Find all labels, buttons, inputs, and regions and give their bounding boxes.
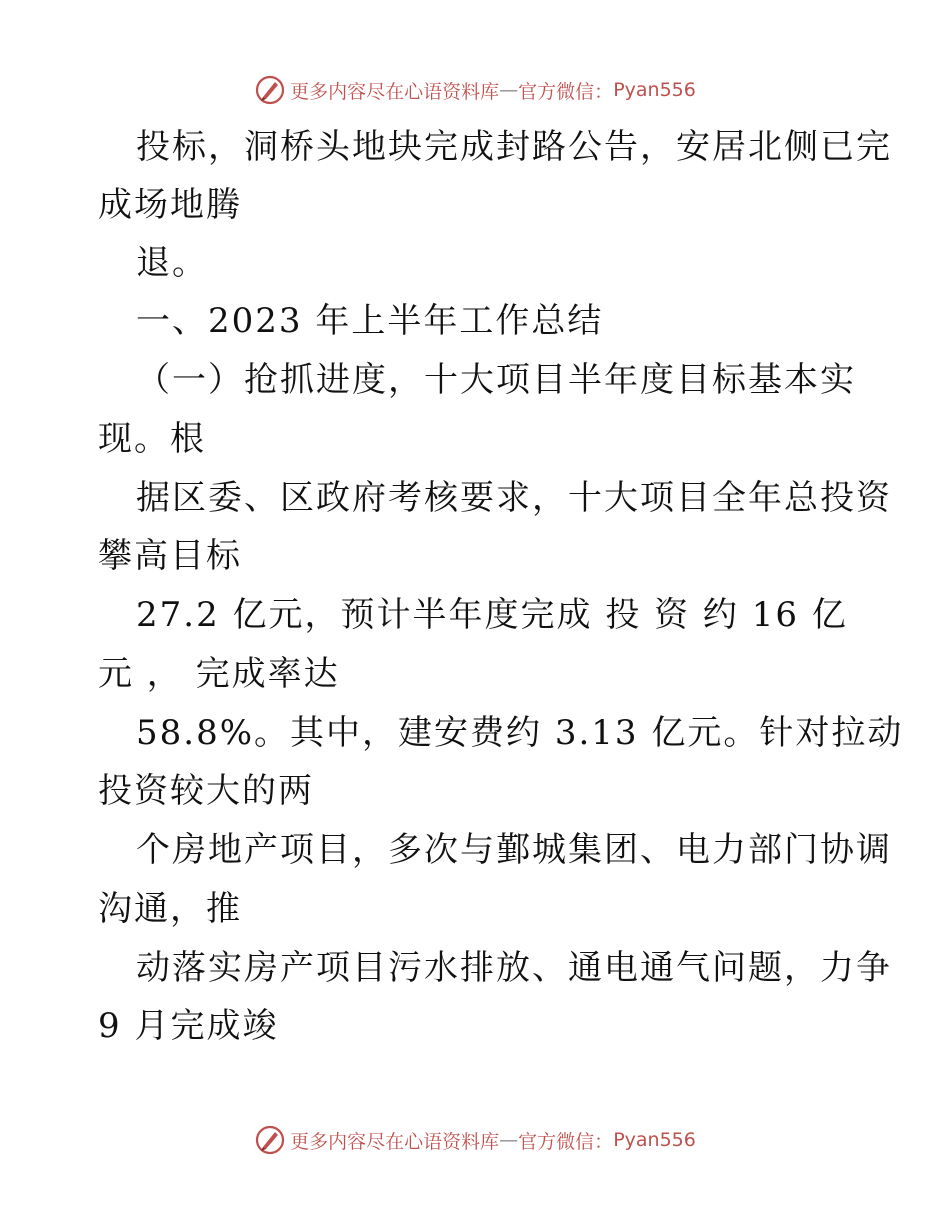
watermark-text: 更多内容尽在心语资料库 [290, 80, 500, 103]
text-line-11: 58.8%。其中，建安费约 3.13 亿元。针对拉动 [136, 713, 904, 753]
text-line-2: 成场地腾 [98, 185, 242, 225]
pen-logo-icon [254, 1124, 286, 1156]
text-line-7: 据区委、区政府考核要求，十大项目全年总投资 [136, 478, 892, 518]
watermark-separator: — [499, 79, 519, 101]
subsection-heading: （一）抢抓进度，十大项目半年度目标基本实 [136, 360, 856, 400]
text-line-12: 投资较大的两 [98, 771, 314, 811]
text-line-3: 退。 [136, 243, 208, 283]
watermark-separator: — [499, 1129, 519, 1151]
text-line-8: 攀高目标 [98, 536, 242, 576]
text-line-9: 27.2 亿元，预计半年度完成 投 资 约 16 亿 [136, 595, 848, 635]
watermark-account: Pyan556 [613, 1129, 696, 1151]
watermark-label: 官方微信： [518, 80, 614, 103]
watermark-account: Pyan556 [613, 79, 696, 101]
footer-watermark [0, 1120, 950, 1160]
watermark-label: 官方微信： [518, 1130, 614, 1153]
text-line-14: 沟通，推 [98, 889, 242, 929]
text-line-10: 元 ， 完成率达 [98, 654, 340, 694]
text-line-16: 9 月完成竣 [98, 1006, 279, 1046]
text-line-13: 个房地产项目，多次与鄞城集团、电力部门协调 [136, 830, 892, 870]
section-heading: 一、2023 年上半年工作总结 [136, 301, 604, 341]
text-line-6: 现。根 [98, 419, 206, 459]
text-line-15: 动落实房产项目污水排放、通电通气问题，力争 [136, 948, 892, 988]
watermark-text: 更多内容尽在心语资料库 [290, 1130, 500, 1153]
text-line-1: 投标，洞桥头地块完成封路公告，安居北侧已完 [136, 127, 892, 167]
